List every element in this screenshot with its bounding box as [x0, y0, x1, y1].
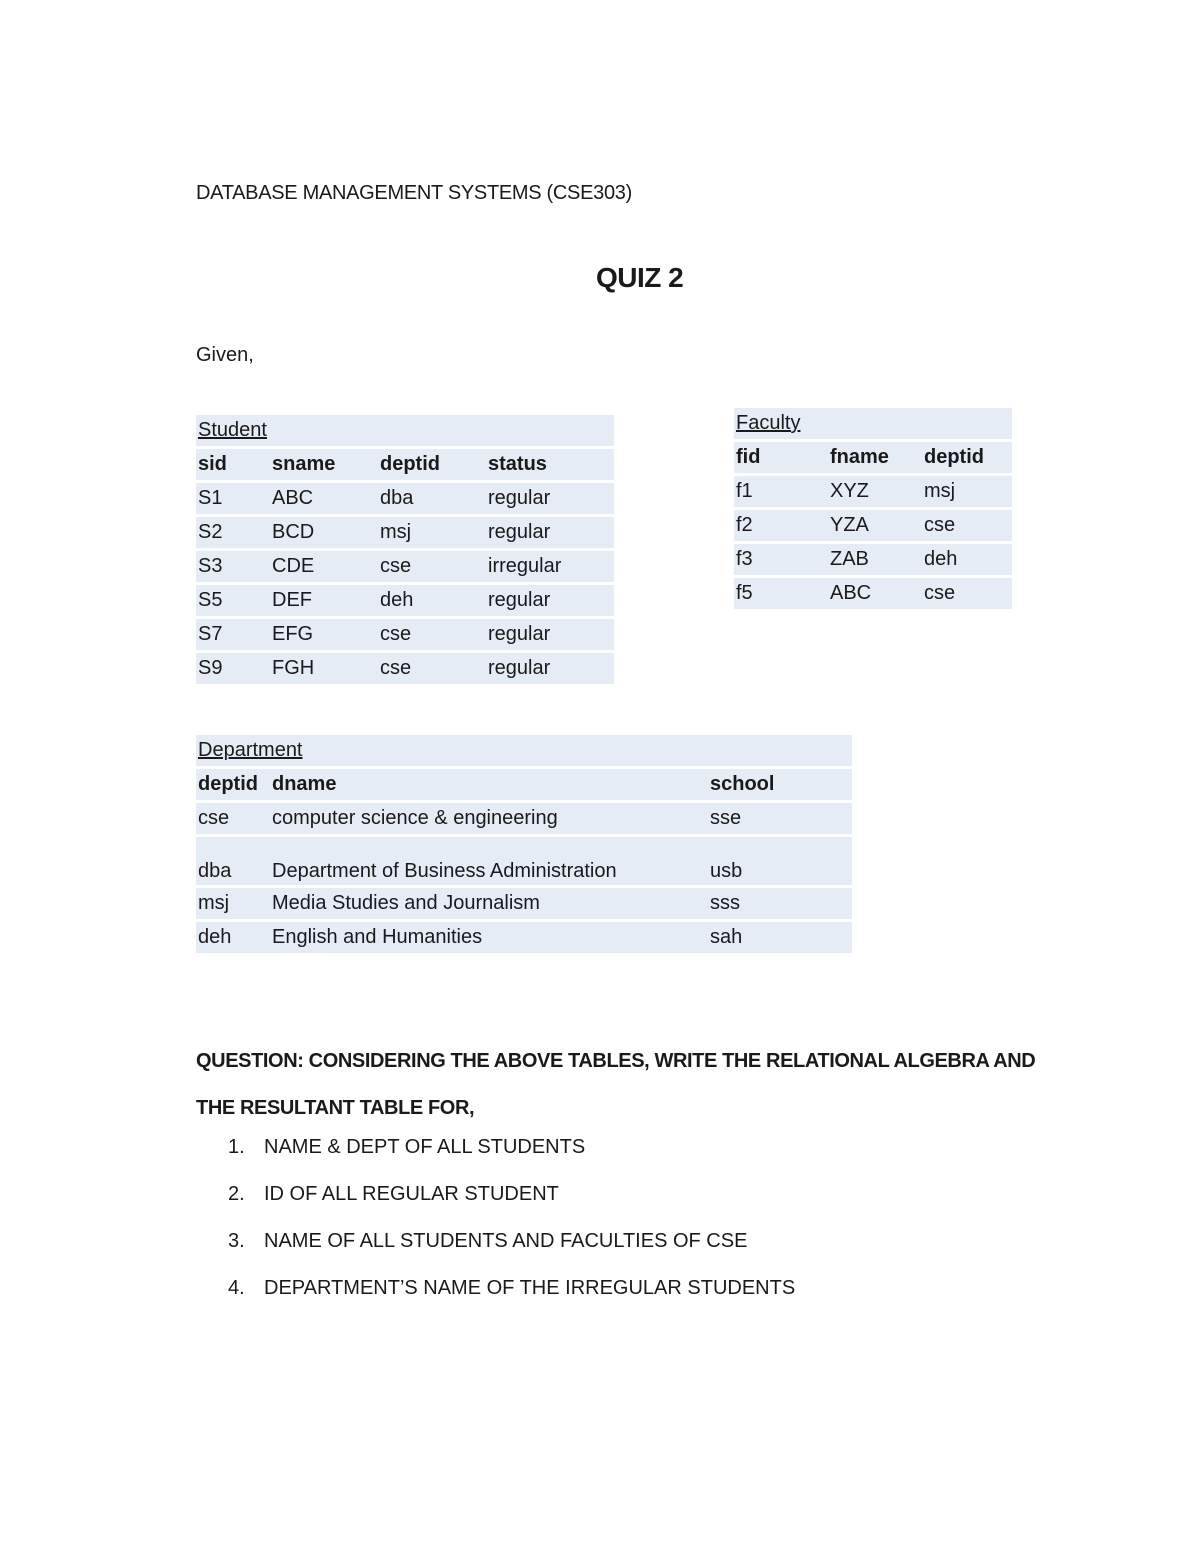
table-cell: S1	[196, 483, 270, 514]
column-header: sname	[270, 449, 378, 480]
table-cell: f2	[734, 510, 828, 541]
table-cell: regular	[486, 585, 614, 616]
table-row	[196, 517, 614, 548]
student-table-caption: Student	[196, 415, 614, 446]
table-cell: ABC	[270, 483, 378, 514]
item-text: DEPARTMENT’S NAME OF THE IRREGULAR STUDENTS	[264, 1277, 796, 1299]
faculty-header-row	[734, 442, 1012, 473]
quiz-title: QUIZ 2	[596, 262, 684, 293]
table-cell: Department of Business Administration	[270, 837, 708, 885]
table-cell: ABC	[828, 578, 922, 609]
given-label: Given,	[196, 344, 254, 366]
list-item	[228, 1171, 795, 1218]
table-cell: S5	[196, 585, 270, 616]
table-cell: deh	[378, 585, 486, 616]
item-number: 1.	[228, 1136, 245, 1158]
table-cell: cse	[378, 551, 486, 582]
table-cell: f1	[734, 476, 828, 507]
course-title: DATABASE MANAGEMENT SYSTEMS (CSE303)	[196, 182, 632, 204]
table-cell: S9	[196, 653, 270, 684]
list-item	[228, 1218, 795, 1265]
table-cell: regular	[486, 483, 614, 514]
student-table	[196, 412, 614, 687]
department-table-caption: Department	[196, 735, 852, 766]
table-cell: msj	[196, 888, 270, 919]
table-cell: S3	[196, 551, 270, 582]
table-cell: usb	[708, 837, 852, 885]
table-row	[734, 510, 1012, 541]
column-header: status	[486, 449, 614, 480]
column-header: deptid	[196, 769, 270, 800]
table-cell: regular	[486, 653, 614, 684]
table-row	[196, 888, 852, 919]
table-cell: DEF	[270, 585, 378, 616]
table-cell: FGH	[270, 653, 378, 684]
question-text: QUESTION: CONSIDERING THE ABOVE TABLES, WRITE THE RELATIONAL ALGEBRA AND THE RESULTANT TABLE FOR,	[196, 1050, 1036, 1119]
table-row	[196, 837, 852, 885]
table-cell: XYZ	[828, 476, 922, 507]
table-row	[196, 803, 852, 834]
column-header: deptid	[378, 449, 486, 480]
table-cell: Media Studies and Journalism	[270, 888, 708, 919]
faculty-table-caption: Faculty	[734, 408, 1012, 439]
faculty-table	[734, 405, 1012, 612]
table-cell: sss	[708, 888, 852, 919]
table-cell: regular	[486, 619, 614, 650]
table-cell: msj	[378, 517, 486, 548]
item-number: 2.	[228, 1183, 245, 1205]
column-header: fname	[828, 442, 922, 473]
table-cell: cse	[196, 803, 270, 834]
table-cell: f5	[734, 578, 828, 609]
student-header-row	[196, 449, 614, 480]
table-row	[196, 551, 614, 582]
table-cell: cse	[378, 619, 486, 650]
table-row	[196, 585, 614, 616]
item-text: NAME OF ALL STUDENTS AND FACULTIES OF CSE	[264, 1230, 748, 1252]
list-item	[228, 1265, 795, 1312]
item-number: 4.	[228, 1277, 245, 1299]
table-row	[734, 476, 1012, 507]
table-cell: cse	[922, 510, 1012, 541]
department-header-row	[196, 769, 852, 800]
table-cell: msj	[922, 476, 1012, 507]
column-header: school	[708, 769, 852, 800]
table-cell: ZAB	[828, 544, 922, 575]
table-cell: YZA	[828, 510, 922, 541]
table-row	[734, 578, 1012, 609]
item-text: NAME & DEPT OF ALL STUDENTS	[264, 1136, 586, 1158]
table-cell: sse	[708, 803, 852, 834]
table-cell: f3	[734, 544, 828, 575]
item-text: ID OF ALL REGULAR STUDENT	[264, 1183, 559, 1205]
column-header: fid	[734, 442, 828, 473]
table-cell: sah	[708, 922, 852, 953]
table-cell: S2	[196, 517, 270, 548]
table-cell: BCD	[270, 517, 378, 548]
table-cell: cse	[922, 578, 1012, 609]
table-cell: cse	[378, 653, 486, 684]
table-cell: regular	[486, 517, 614, 548]
column-header: sid	[196, 449, 270, 480]
table-cell: S7	[196, 619, 270, 650]
table-cell: computer science & engineering	[270, 803, 708, 834]
list-item	[228, 1124, 795, 1171]
item-number: 3.	[228, 1230, 245, 1252]
column-header: dname	[270, 769, 708, 800]
table-cell: English and Humanities	[270, 922, 708, 953]
table-row	[734, 544, 1012, 575]
question-list	[228, 1124, 795, 1312]
table-cell: dba	[196, 837, 270, 885]
table-row	[196, 483, 614, 514]
table-cell: CDE	[270, 551, 378, 582]
table-cell: dba	[378, 483, 486, 514]
table-row	[196, 653, 614, 684]
table-cell: EFG	[270, 619, 378, 650]
table-cell: deh	[196, 922, 270, 953]
table-cell: deh	[922, 544, 1012, 575]
table-cell: irregular	[486, 551, 614, 582]
table-row	[196, 619, 614, 650]
column-header: deptid	[922, 442, 1012, 473]
department-table	[196, 732, 852, 956]
table-row	[196, 922, 852, 953]
